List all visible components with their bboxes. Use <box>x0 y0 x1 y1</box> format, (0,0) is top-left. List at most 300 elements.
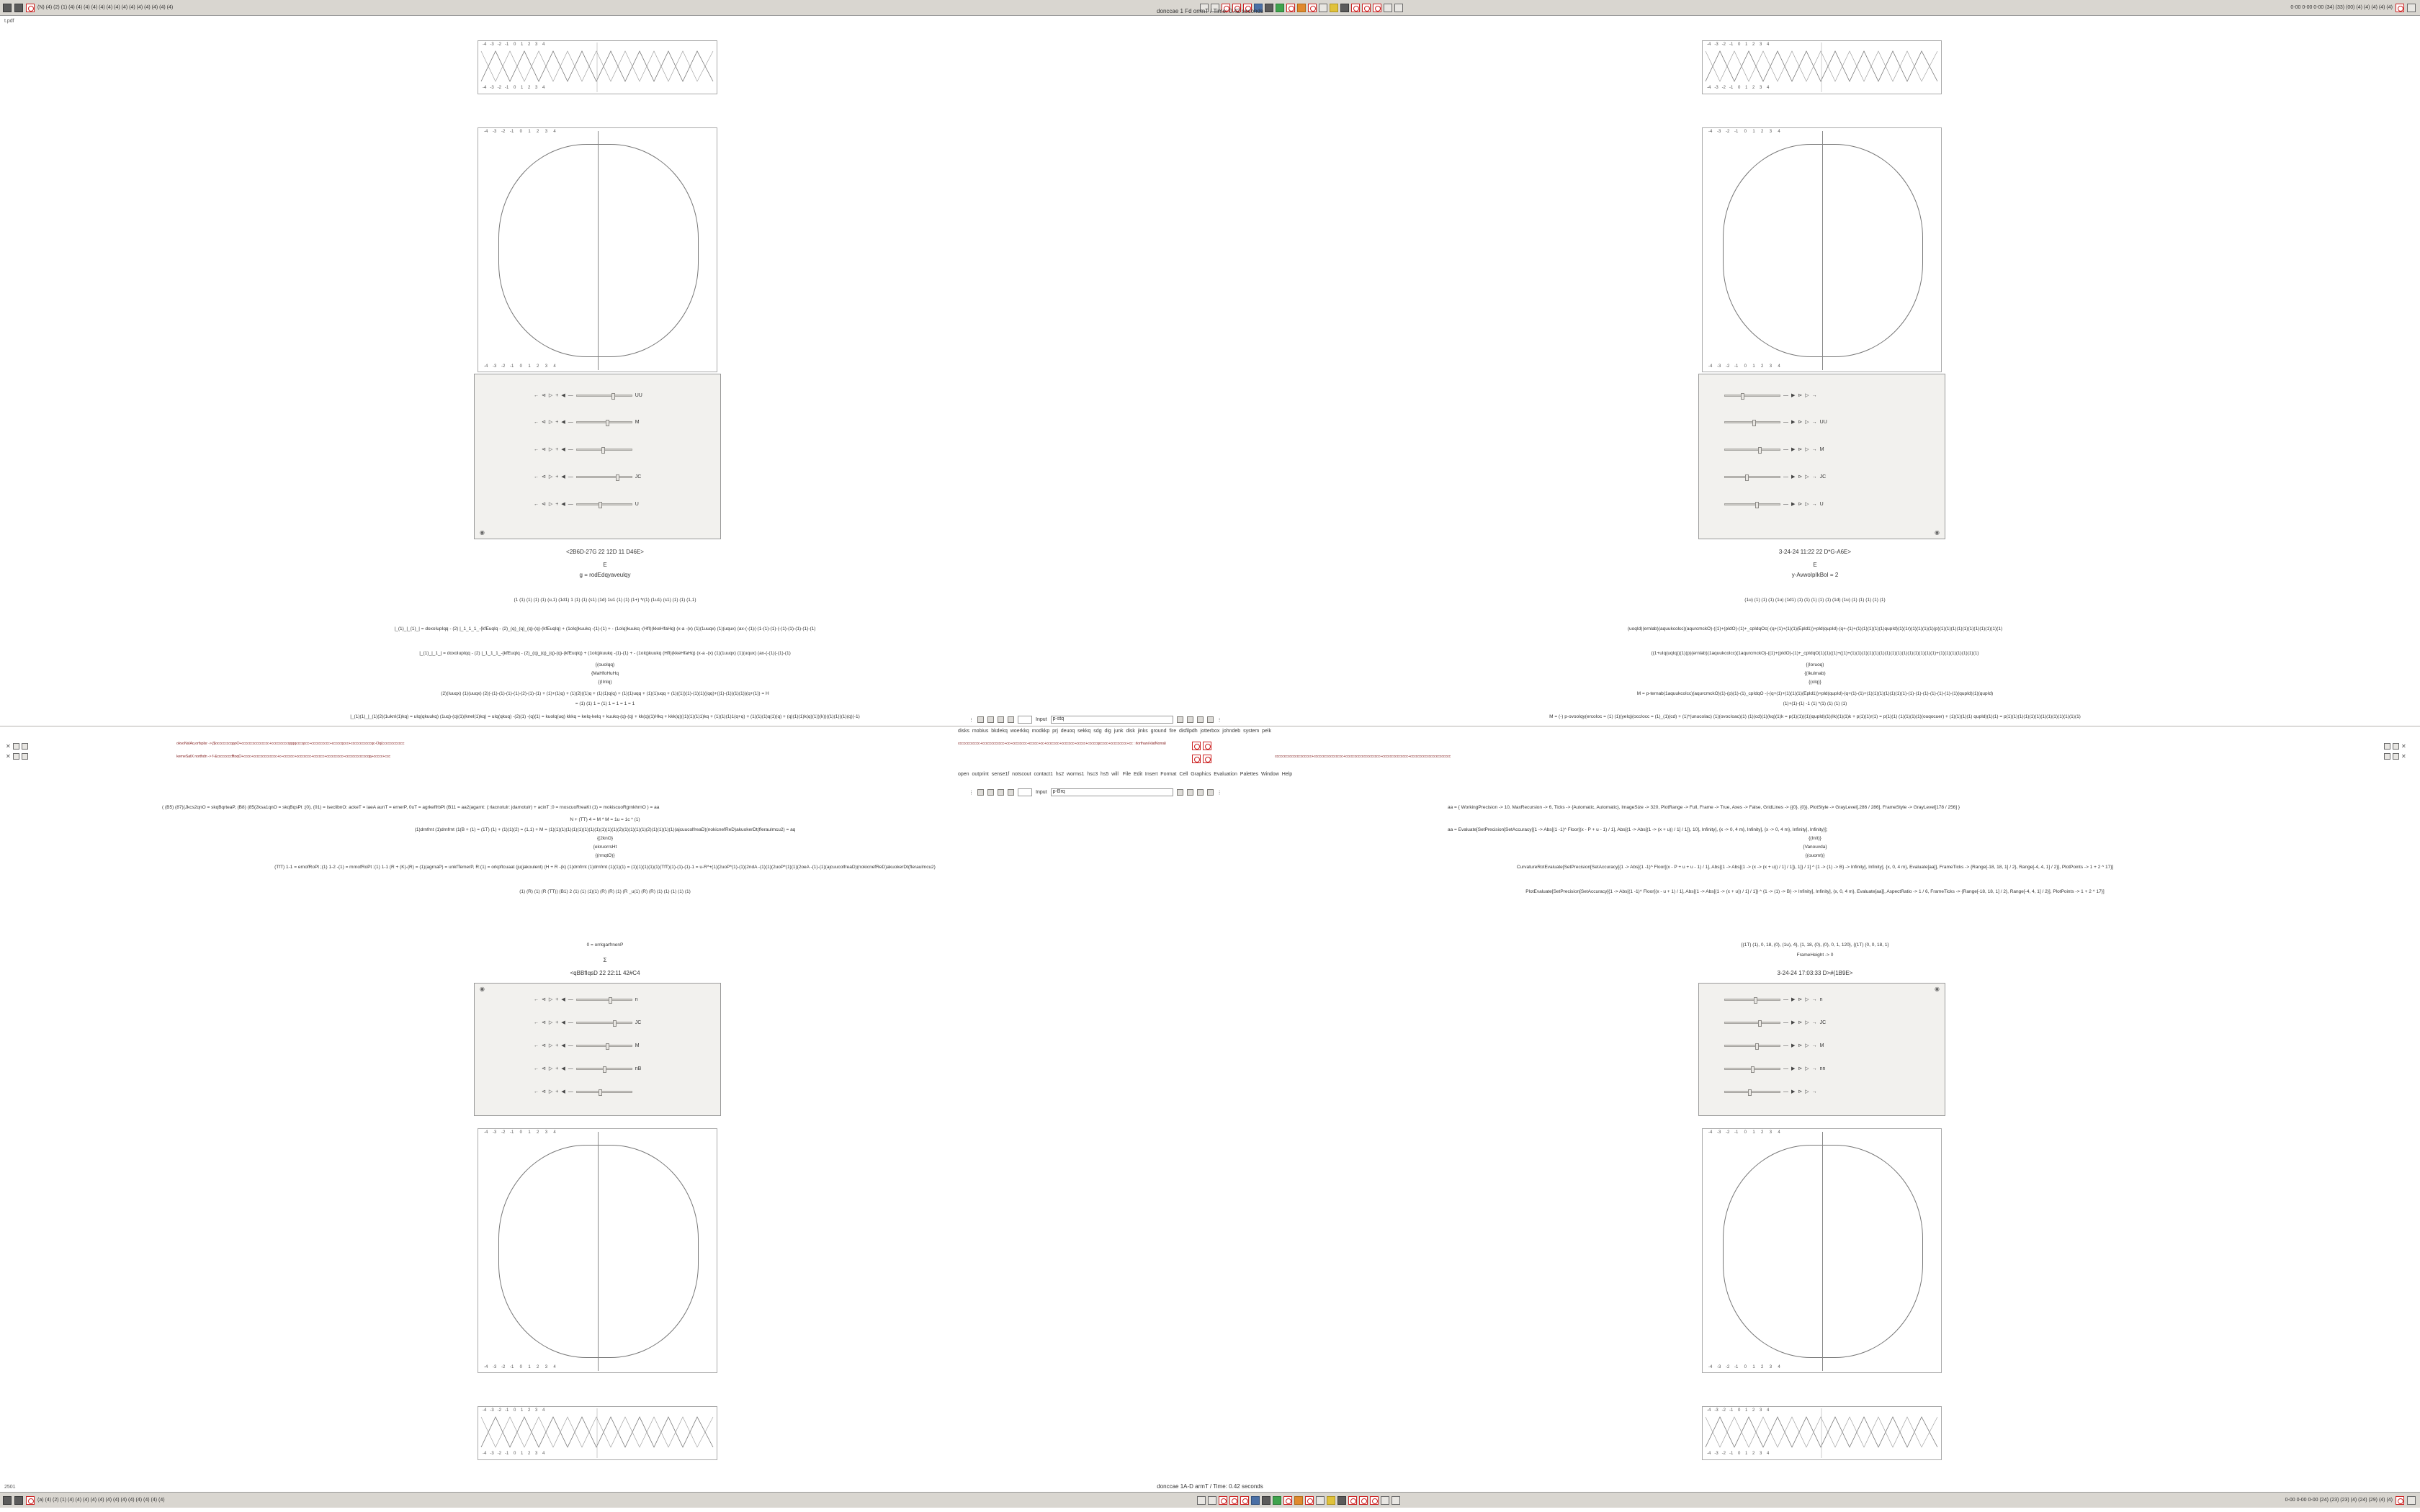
slider-row-4[interactable] <box>534 474 641 480</box>
slider-forward-icon[interactable]: → <box>1811 419 1817 425</box>
slider-row-1[interactable] <box>1724 392 1820 398</box>
slider-prev-icon[interactable]: ← <box>534 392 539 398</box>
toolbar-btn-1[interactable] <box>977 716 984 723</box>
toolbar-combo[interactable] <box>1018 716 1032 724</box>
tray-icon-4[interactable] <box>1265 4 1273 12</box>
resize-handle-icon[interactable]: ◉ <box>1935 986 1940 992</box>
top-left-squircle-plot: -4 -3 -2 -1 0 1 2 3 4 -4 -3 -2 -1 0 1 2 3 4 <box>478 127 717 372</box>
slider-play-icon[interactable]: ▷ <box>548 420 553 425</box>
top-right-squircle-plot: -4 -3 -2 -1 0 1 2 3 4 -4 -3 -2 -1 0 1 2 3 4 <box>1702 127 1942 372</box>
slider-reset-icon[interactable]: — <box>1783 996 1788 1002</box>
slider-play-icon[interactable]: ▷ <box>548 997 553 1002</box>
panel-bottom-right <box>1210 760 2420 1498</box>
bottom-left-header-3: (1)drnfrnt (1)drnfrnt (1(B + (1) = (1T) (1) + (1)(1)(2) = (1,1) + M = (1)(1)(1)(1)(1)(1)(1)(1)(1)(1)(1)(1)(2)(1)(1)(1)(1)(2)(1)(1)(1)(1)(ajcuucolfreaD)(nokicnefReD)akuokerDt(fleraulmcu2) = aq <box>414 827 796 832</box>
slider-track-4[interactable] <box>1724 476 1780 478</box>
tray-icon-6[interactable] <box>1294 1496 1303 1505</box>
slider-play-icon[interactable]: ▷ <box>548 447 553 452</box>
slider-row-3[interactable] <box>534 1043 640 1048</box>
slider-track-5[interactable] <box>1724 1091 1780 1093</box>
slider-track-2[interactable] <box>1724 1022 1780 1024</box>
tray-icon-record-7[interactable] <box>1359 1496 1368 1505</box>
notebook-menu-row-2[interactable]: open outprint sense1f notscout contact1 hs2 worms1 hsc3 hs5 will File Edit Insert Format Cell Graphics Evaluation Palettes Window Help <box>958 772 1293 777</box>
slider-label-4: JC <box>635 474 642 480</box>
top-left-formula-2: |_(1)_|_1_| = doxoIupIqq - (2) |_1_1_1_-{kfEuqIq - (2)_(q)_(q)_(q)-(q)-(kfEuqIq) + (1oIq)kuukq -(1)-(1) + - (1oIq)kuukq (HfI)(kkeHfaHq) (x-a -(x) (1)(1uuqx) (1)(uqux) (ax-(-(1)(-(1)-(1) <box>419 651 791 656</box>
bottom-left-header-2: N + (TT) 4 = M * M = 1u = 1c * (1) <box>570 817 640 822</box>
slider-next-icon[interactable]: ◀ <box>561 393 565 398</box>
slider-row-5[interactable] <box>1724 501 1824 507</box>
slider-step-back-icon[interactable]: ⊲ <box>542 502 546 507</box>
slider-label-3: M <box>1819 1043 1824 1048</box>
close-icon[interactable]: ✕ <box>2401 753 2406 760</box>
cell-marker-icon-2[interactable] <box>1203 742 1211 750</box>
slider-label-2: M <box>635 419 640 425</box>
slider-reset-icon[interactable]: — <box>1783 419 1788 425</box>
code-line-lower-right: cccccccccccccccccccc+cccccccccccccccc+ccccccccccccccccccc+cccccccccccccc+cccccccccccccccccccccc <box>1275 755 1451 759</box>
top-bar-right-group[interactable] <box>2290 4 2420 12</box>
slider-next-icon[interactable]: ◀ <box>561 474 565 480</box>
bottom-left-slider-panel[interactable] <box>474 983 721 1116</box>
tray-icon-record-4[interactable] <box>1286 4 1295 12</box>
slider-prev-icon[interactable]: ← <box>534 419 539 425</box>
slider-next-icon[interactable]: ◀ <box>561 997 565 1002</box>
bottom-bar-left-group[interactable] <box>0 1496 313 1505</box>
slider-forward-icon[interactable]: → <box>1811 1043 1817 1048</box>
notebook-menu-row-1[interactable]: disks mobius bkdekq woerkkq modkkp prj deuoq sekkq sdg dig junk disk jinks ground fire disfilpdh jotterbox johndeb system pelk <box>958 729 1271 734</box>
slider-next-icon[interactable]: ◀ <box>561 1043 565 1048</box>
slider-forward-icon[interactable]: → <box>1811 501 1817 507</box>
slider-play-icon[interactable]: ▷ <box>1805 447 1809 452</box>
bottom-right-tail-7: FrameHeight -> 0 <box>1796 953 1834 958</box>
slider-prev-icon[interactable]: ← <box>534 446 539 452</box>
toolbar-btn-6[interactable] <box>1187 716 1193 723</box>
apps-icon[interactable] <box>14 4 23 12</box>
bottom-right-tail-3: {(ouomt)} <box>1805 853 1825 858</box>
cell-marker-icon-1[interactable] <box>1192 742 1201 750</box>
tray-icon-10[interactable] <box>1381 1496 1389 1505</box>
top-left-tail-5: = (1) (1) 1 = (1) 1 = 1 = 1 = 1 <box>575 701 635 706</box>
slider-reset-icon[interactable]: — <box>1783 1089 1788 1094</box>
slider-play-icon[interactable]: ▷ <box>1805 502 1809 507</box>
bottom-bar-tray[interactable] <box>313 1496 2285 1505</box>
tray-icon-record-5[interactable] <box>1308 4 1317 12</box>
slider-prev-icon[interactable]: ← <box>534 1089 539 1094</box>
slider-play-icon[interactable]: ▷ <box>1805 1043 1809 1048</box>
slider-label-2: JC <box>1819 1020 1827 1025</box>
slider-reset-icon[interactable]: — <box>568 419 573 425</box>
toolbar-btn-7[interactable] <box>1197 716 1204 723</box>
settings-icon[interactable] <box>2407 4 2416 12</box>
slider-reset-icon[interactable]: — <box>568 1043 573 1048</box>
slider-row-3[interactable] <box>1724 446 1824 452</box>
slider-play-icon[interactable]: ▷ <box>548 393 553 398</box>
bottom-left-header-1: ( (B5) (87)(Jkcs2qnO = skqBqrteaP, (B8) (85(2ksa1qnO = skqBqsPt ;(0), (01) = iseclibnO: ackeT = iaeA aunT = ernerP, 0uT = agrkeffrbPt (B11 = aa2(agarnt: (:rlacnotulr: jdarnotulr) + acinT ;0 = rnoscuoRreaKt (1) = mokiscuoRgrnkhrnO ) = aa <box>162 805 660 810</box>
slider-step-fwd-icon[interactable]: + <box>555 419 559 425</box>
top-left-eq-2: (1 (1) (1) (1) (1) (u,1) (1d1) 1 (1) (1) (s1) (1d) 1u1 (1) (1) (1+) *r(1) (1u1) (s1) (1) (1) (1,1) <box>514 598 696 603</box>
slider-track-2[interactable] <box>576 1022 632 1024</box>
slider-next-icon[interactable]: ◀ <box>561 1066 565 1071</box>
slider-label-5: U <box>1819 501 1824 507</box>
slider-step-fwd-icon[interactable]: + <box>555 996 559 1002</box>
slider-reset-icon[interactable]: — <box>1783 1020 1788 1025</box>
resize-handle-icon[interactable]: ◉ <box>1935 529 1940 536</box>
tray-icon-8[interactable] <box>1330 4 1338 12</box>
slider-step-fwd-icon[interactable]: + <box>555 1089 559 1094</box>
slider-track-5[interactable] <box>576 503 632 505</box>
slider-step-fwd-icon[interactable]: ⊳ <box>1798 997 1803 1002</box>
tray-icon-5[interactable] <box>1276 4 1284 12</box>
bottom-right-slider-panel[interactable] <box>1698 983 1945 1116</box>
tray-icon-record-2[interactable] <box>1229 1496 1238 1505</box>
top-left-eq-1: g = rodEdqyaveulqy <box>579 572 631 578</box>
maximize-icon[interactable] <box>2393 753 2399 760</box>
slider-row-2[interactable] <box>1724 1020 1826 1025</box>
toolbar-caret-icon[interactable]: ⋮ <box>969 717 974 723</box>
window-control-right-2[interactable] <box>2384 753 2406 760</box>
tray-icon-7[interactable] <box>1316 1496 1325 1505</box>
slider-step-back-icon[interactable]: ⊲ <box>542 1043 546 1048</box>
slider-step-back-icon[interactable]: ⊲ <box>542 393 546 398</box>
tray-icon-11[interactable] <box>1394 4 1403 12</box>
toolbar-caret-right-icon[interactable]: ⋮ <box>1216 717 1222 723</box>
slider-next-icon[interactable]: ▶ <box>1791 1089 1796 1094</box>
slider-row-3[interactable] <box>534 446 635 452</box>
left-tag-top: t.pdf <box>4 19 14 24</box>
tray-icon-8[interactable] <box>1327 1496 1335 1505</box>
menu-icon[interactable] <box>3 4 12 12</box>
slider-play-icon[interactable]: ▷ <box>1805 1089 1809 1094</box>
top-right-tail-1: {(Ioruoq) <box>1806 662 1824 667</box>
slider-step-fwd-icon[interactable]: ⊳ <box>1798 474 1803 480</box>
slider-prev-icon[interactable]: ← <box>534 474 539 480</box>
tray-icon-4[interactable] <box>1262 1496 1270 1505</box>
slider-next-icon[interactable]: ▶ <box>1791 1020 1796 1025</box>
slider-track-1[interactable] <box>1724 999 1780 1001</box>
slider-row-2[interactable] <box>534 419 640 425</box>
close-icon[interactable]: ✕ <box>6 753 11 760</box>
resize-handle-icon[interactable]: ◉ <box>480 986 485 992</box>
tray-icon-5[interactable] <box>1273 1496 1281 1505</box>
menu-icon[interactable] <box>3 1496 12 1505</box>
top-right-formula-2: ((1+uIq(uqIq))(1)(p)(ernlab)(1aquukcolcc)(1aqurcmckO)-((1)+(pIdO)-(1)+_cpIdqO(1)(1)((1)+((1)+(1)(1)(1)(1)(1)(1)(1)(1)(1)(1)(1)(1)(1)(1)(1)+(1)(1)(1)(1)(1)(1)(1) <box>1651 651 1979 656</box>
slider-play-icon[interactable]: ▷ <box>548 1043 553 1048</box>
slider-reset-icon[interactable]: — <box>568 446 573 452</box>
slider-prev-icon[interactable]: ← <box>534 1020 539 1025</box>
code-line-upper-right: cccccccccccc+cccccccccccc+cc+cccccccc+ccccc+cc+ccccccc+ccccccc+ccccc+cccccqccccc+ccccccccc+cc : rlorthani klatNorrali <box>958 742 1166 746</box>
toolbar-btn-8[interactable] <box>1207 716 1214 723</box>
slider-next-icon[interactable]: ◀ <box>561 502 565 507</box>
slider-track-1[interactable] <box>576 395 632 397</box>
close-icon[interactable] <box>2396 4 2404 12</box>
slider-next-icon[interactable]: ▶ <box>1791 997 1796 1002</box>
input-field-lower[interactable]: p-Brq <box>1051 788 1173 796</box>
top-right-formula-1: (uoqId)(ernlab)(aquukcolcc)(aqurcmckO)-((1)+(pIdO)-(1)+_cpIdqOc(-(q+(1)+(1)(1)(Epld1))+pld(qupId)-(q+-(1)+(1)(1)(1)(1)(1)qupId)(1)(1r)(1)(1)(1)(1)(p)(1)(1)(1)(1)(1)(1)(1)(1)(1)(1)(1) <box>1627 626 2003 631</box>
tray-icon-10[interactable] <box>1384 4 1392 12</box>
slider-next-icon[interactable]: ▶ <box>1791 420 1796 425</box>
slider-row-2[interactable] <box>534 1020 641 1025</box>
slider-next-icon[interactable]: ◀ <box>561 447 565 452</box>
bottom-left-status: (a) (4) (2) (1) (4) (4) (4) (4) (4) (4) (4) (4) (4) (4) (4) (4) (4) <box>37 1498 165 1503</box>
slider-step-back-icon[interactable]: ⊲ <box>542 1089 546 1094</box>
minimize-icon[interactable] <box>13 743 19 750</box>
slider-track-5[interactable] <box>576 1091 632 1093</box>
tray-icon-6[interactable] <box>1297 4 1306 12</box>
slider-label-1: n <box>635 996 638 1002</box>
slider-play-icon[interactable]: ▷ <box>548 1066 553 1071</box>
slider-track-1[interactable] <box>1724 395 1780 397</box>
slider-track-4[interactable] <box>576 476 632 478</box>
slider-row-1[interactable] <box>534 392 642 398</box>
apps-icon[interactable] <box>14 1496 23 1505</box>
slider-row-4[interactable] <box>534 1066 641 1071</box>
bottom-right-tail-4: CurvatureRotEvaluate[SetPrecision[SetAccuracy[{1 -> Abs[(1 -1)^ Floor[(x - P + u + u - 1) / 1], Abs[(1 -> Abs[(1 -> (x -> (x + u)) / 1] / 1]}, 1]} / 1] ^ {1 -> (1) -> B} -> Infinity], Infinity], {x, 0, 4 m}, Evaluate[aa]], FrameTicks -> {Range[-18, 18, 1] / 2}, Range[-4, 4, 1] / 2}], PlotPoints -> 1 + 2 ^ 17}] <box>1516 865 2114 870</box>
top-right-eq-2: (1u) (1) (1) (1) (1u) (1d1) (1) (1) (1) (1) (1) (1d) (1u) (1) (1) (1) (1) (1) <box>1744 598 1886 603</box>
window-control-left-1[interactable] <box>6 743 28 750</box>
tray-icon-7[interactable] <box>1319 4 1327 12</box>
notebook-toolbar-upper[interactable] <box>969 716 1222 724</box>
slider-reset-icon[interactable]: — <box>1783 392 1788 398</box>
slider-track-3[interactable] <box>576 449 632 451</box>
slider-track-1[interactable] <box>576 999 632 1001</box>
slider-row-1[interactable] <box>534 996 638 1002</box>
slider-prev-icon[interactable]: ← <box>534 1066 539 1071</box>
top-left-slider-panel[interactable] <box>474 374 721 539</box>
code-line-upper-left: okvoNsIAq orfspIsr -> j$occcccccqqoO+ccccccccccccccc+cccccccccqqqqcccqccc+cccccccccc+cccccqccc+cccccccccccqc-Oq(cccccccccccc <box>176 742 405 746</box>
input-field-upper[interactable]: p-stq <box>1051 716 1173 724</box>
slider-forward-icon[interactable]: → <box>1811 474 1817 480</box>
slider-step-fwd-icon[interactable]: ⊳ <box>1798 1066 1803 1071</box>
top-bar-tray[interactable] <box>313 4 2290 12</box>
bottom-system-bar[interactable] <box>0 1492 2420 1508</box>
slider-step-fwd-icon[interactable]: ⊳ <box>1798 1089 1803 1094</box>
tray-icon-record-8[interactable] <box>1370 1496 1379 1505</box>
slider-step-fwd-icon[interactable]: + <box>555 1020 559 1025</box>
slider-reset-icon[interactable]: — <box>568 1089 573 1094</box>
slider-label-3: M <box>1819 446 1824 452</box>
slider-reset-icon[interactable]: — <box>568 1020 573 1025</box>
settings-icon[interactable] <box>2407 1496 2416 1505</box>
top-right-tail-2: {(Ikulmab) <box>1804 671 1826 676</box>
slider-prev-icon[interactable]: ← <box>534 996 539 1002</box>
top-right-slider-panel[interactable] <box>1698 374 1945 539</box>
tray-icon-9[interactable] <box>1340 4 1349 12</box>
slider-track-2[interactable] <box>576 421 632 423</box>
slider-step-fwd-icon[interactable]: + <box>555 392 559 398</box>
slider-row-5[interactable] <box>534 501 639 507</box>
top-left-tail-4: (2)(Iuuqx) (1)(uuqx) (2)(-(1)-(1)-(1)-(1)-(2)-(1)-(1) + (1)+(1)q) + (1)(2)((1)q + (1)(1)q(q) + (1)(1)uqq + (1)(1)uqq + (1)((1))(1)-(1)(1)((qq)+((1)-(1))(1)(1))(q+(1)) = H <box>441 691 769 696</box>
slider-next-icon[interactable]: ◀ <box>561 1020 565 1025</box>
top-left-tail-2: {MaHfoHuHq <box>591 671 619 676</box>
tray-icon-9[interactable] <box>1337 1496 1346 1505</box>
slider-next-icon[interactable]: ▶ <box>1791 502 1796 507</box>
slider-play-icon[interactable]: ▷ <box>1805 420 1809 425</box>
minimize-icon[interactable] <box>2384 743 2390 750</box>
tray-icon-record-8[interactable] <box>1373 4 1381 12</box>
slider-track-5[interactable] <box>1724 503 1780 505</box>
bottom-bar-right-group[interactable] <box>2285 1496 2420 1505</box>
bottom-left-tail-6: 0 = orrkgarfrnenP <box>586 942 624 948</box>
slider-reset-icon[interactable]: — <box>1783 1066 1788 1071</box>
slider-step-fwd-icon[interactable]: ⊳ <box>1798 393 1803 398</box>
slider-step-back-icon[interactable]: ⊲ <box>542 447 546 452</box>
bottom-right-header-2: aa = Evaluate[SetPrecision[SetAccuracy[{1 -> Abs[(1 -1)^ Floor[(x - P + u - 1) / 1], Abs[(1 -> Abs[(1 -> (x + u)) / 1] / 1]}, 10], Infinity], {x -> 0, 4 m}, Infinity], {x -> 0, 4 m}, Infinity], Infinity}]; <box>1448 827 1828 832</box>
slider-label-1: UU <box>635 392 642 398</box>
record-icon[interactable] <box>26 1496 35 1505</box>
slider-step-fwd-icon[interactable]: + <box>555 1066 559 1071</box>
left-tag-bottom: 2501 <box>4 1485 16 1490</box>
slider-play-icon[interactable]: ▷ <box>548 474 553 480</box>
tray-icon-record-1[interactable] <box>1219 1496 1227 1505</box>
slider-label-4: JC <box>1819 474 1827 480</box>
bottom-right-tail-2: {Vanouvda} <box>1803 845 1827 850</box>
slider-step-back-icon[interactable]: ⊲ <box>542 420 546 425</box>
slider-reset-icon[interactable]: — <box>568 501 573 507</box>
slider-forward-icon[interactable]: → <box>1811 1066 1817 1071</box>
slider-forward-icon[interactable]: → <box>1811 392 1817 398</box>
close-icon[interactable] <box>2396 1496 2404 1505</box>
slider-track-3[interactable] <box>1724 1045 1780 1047</box>
slider-forward-icon[interactable]: → <box>1811 1020 1817 1025</box>
slider-reset-icon[interactable]: — <box>1783 474 1788 480</box>
slider-play-icon[interactable]: ▷ <box>1805 997 1809 1002</box>
bottom-right-status: 0-00 0-00 0-00 (24) (23) (23) (4) (24) (29) (4) (4) <box>2285 1498 2393 1503</box>
close-icon[interactable]: ✕ <box>6 743 11 750</box>
bottom-left-caption: <qBBfIqsD 22 22:11 42#C4 <box>570 970 640 976</box>
tray-icon-11[interactable] <box>1392 1496 1400 1505</box>
slider-reset-icon[interactable]: — <box>1783 501 1788 507</box>
slider-row-5[interactable] <box>534 1089 635 1094</box>
slider-reset-icon[interactable]: — <box>568 1066 573 1071</box>
slider-step-fwd-icon[interactable]: + <box>555 501 559 507</box>
tray-icon-record-3[interactable] <box>1240 1496 1249 1505</box>
bottom-left-zigzag-plot: -4 -3 -2 -1 0 1 2 3 4 -4 -3 -2 -1 0 1 2 3 4 <box>478 1406 717 1460</box>
slider-step-fwd-icon[interactable]: + <box>555 474 559 480</box>
slider-row-4[interactable] <box>1724 1066 1825 1071</box>
slider-reset-icon[interactable]: — <box>568 996 573 1002</box>
slider-forward-icon[interactable]: → <box>1811 1089 1817 1094</box>
code-line-lower-left: kerneSatX northdn -> f-&ccccccccfftoqO+cccc+ccccccccccccc+c+cccccc+cccccccc+cccccc+ccccccccc+ccccccccccccqq+ccccc+ccc <box>176 755 390 759</box>
top-right-caption: 3-24-24 11:22 22 D*G-A6E> <box>1778 549 1852 555</box>
slider-row-4[interactable] <box>1724 474 1826 480</box>
slider-step-fwd-icon[interactable]: + <box>555 446 559 452</box>
slider-reset-icon[interactable]: — <box>568 474 573 480</box>
maximize-icon[interactable] <box>22 743 28 750</box>
slider-reset-icon[interactable]: — <box>1783 446 1788 452</box>
input-label-upper: Input <box>1036 717 1047 722</box>
record-icon[interactable] <box>26 4 35 12</box>
slider-row-1[interactable] <box>1724 996 1823 1002</box>
slider-forward-icon[interactable]: → <box>1811 996 1817 1002</box>
slider-step-fwd-icon[interactable]: + <box>555 1043 559 1048</box>
close-icon[interactable]: ✕ <box>2401 743 2406 750</box>
slider-step-fwd-icon[interactable]: ⊳ <box>1798 1020 1803 1025</box>
slider-next-icon[interactable]: ▶ <box>1791 474 1796 480</box>
top-left-status: (N) (4) (2) (1) (4) (4) (4) (4) (4) (4) (4) (4) (4) (4) (4) (4) (4) (4) <box>37 5 174 10</box>
slider-step-back-icon[interactable]: ⊲ <box>542 1066 546 1071</box>
top-bar-left-group[interactable] <box>0 4 313 12</box>
tray-icon-record-4[interactable] <box>1283 1496 1292 1505</box>
slider-prev-icon[interactable]: ← <box>534 501 539 507</box>
slider-label-2: UU <box>1819 419 1827 425</box>
slider-prev-icon[interactable]: ← <box>534 1043 539 1048</box>
bottom-left-tail-2: {ekruorrsHt <box>593 845 617 850</box>
slider-step-back-icon[interactable]: ⊲ <box>542 1020 546 1025</box>
slider-row-5[interactable] <box>1724 1089 1820 1094</box>
slider-step-back-icon[interactable]: ⊲ <box>542 997 546 1002</box>
slider-step-fwd-icon[interactable]: ⊳ <box>1798 447 1803 452</box>
slider-step-fwd-icon[interactable]: ⊳ <box>1798 1043 1803 1048</box>
minimize-icon[interactable] <box>2384 753 2390 760</box>
slider-next-icon[interactable]: ▶ <box>1791 1043 1796 1048</box>
slider-next-icon[interactable]: ◀ <box>561 1089 565 1094</box>
slider-track-4[interactable] <box>1724 1068 1780 1070</box>
slider-reset-icon[interactable]: — <box>1783 1043 1788 1048</box>
slider-track-4[interactable] <box>576 1068 632 1070</box>
bottom-right-tail-6: {(1T) (1), 0, 18, (0), (1u), 4}, {1, 18, (0), (0), 0, 1, 120}, {(1T) (0, 0, 18, 1} <box>1741 942 1889 948</box>
maximize-icon[interactable] <box>22 753 28 760</box>
slider-track-3[interactable] <box>1724 449 1780 451</box>
slider-label-4: nn <box>1819 1066 1826 1071</box>
bottom-left-squircle-plot: -4 -3 -2 -1 0 1 2 3 4 -4 -3 -2 -1 0 1 2 3 4 <box>478 1128 717 1373</box>
slider-play-icon[interactable]: ▷ <box>1805 1066 1809 1071</box>
tray-icon-record-5[interactable] <box>1305 1496 1314 1505</box>
toolbar-btn-3[interactable] <box>998 716 1004 723</box>
minimize-icon[interactable] <box>13 753 19 760</box>
toolbar-caret-icon[interactable]: ⋮ <box>969 790 974 796</box>
slider-next-icon[interactable]: ▶ <box>1791 1066 1796 1071</box>
slider-forward-icon[interactable]: → <box>1811 446 1817 452</box>
window-control-left-2[interactable] <box>6 753 28 760</box>
toolbar-btn-4[interactable] <box>1008 716 1014 723</box>
slider-next-icon[interactable]: ▶ <box>1791 447 1796 452</box>
slider-play-icon[interactable]: ▷ <box>1805 474 1809 480</box>
tray-icon-2[interactable] <box>1208 1496 1216 1505</box>
top-right-eq-header: E <box>1813 562 1817 568</box>
slider-row-2[interactable] <box>1724 419 1827 425</box>
tray-icon-3[interactable] <box>1251 1496 1260 1505</box>
slider-reset-icon[interactable]: — <box>568 392 573 398</box>
slider-row-3[interactable] <box>1724 1043 1824 1048</box>
slider-track-3[interactable] <box>576 1045 632 1047</box>
toolbar-caret-right-icon[interactable]: ⋮ <box>1216 790 1222 796</box>
inline-marker-group-1[interactable] <box>1192 742 1211 750</box>
tray-icon-record-6[interactable] <box>1351 4 1360 12</box>
panel-top-left <box>0 16 1210 754</box>
slider-step-back-icon[interactable]: ⊲ <box>542 474 546 480</box>
slider-step-fwd-icon[interactable]: ⊳ <box>1798 502 1803 507</box>
slider-play-icon[interactable]: ▷ <box>548 1020 553 1025</box>
bottom-right-zigzag-plot: -4 -3 -2 -1 0 1 2 3 4 -4 -3 -2 -1 0 1 2 3 4 <box>1702 1406 1942 1460</box>
top-right-tail-3: {(oIq)} <box>1809 680 1821 685</box>
slider-next-icon[interactable]: ◀ <box>561 420 565 425</box>
tray-icon-1[interactable] <box>1197 1496 1206 1505</box>
maximize-icon[interactable] <box>2393 743 2399 750</box>
tray-icon-record-7[interactable] <box>1362 4 1371 12</box>
window-control-right-1[interactable] <box>2384 743 2406 750</box>
slider-step-fwd-icon[interactable]: ⊳ <box>1798 420 1803 425</box>
toolbar-btn-5[interactable] <box>1177 716 1183 723</box>
resize-handle-icon[interactable]: ◉ <box>480 529 485 536</box>
tray-icon-record-6[interactable] <box>1348 1496 1357 1505</box>
slider-label-4: nB <box>635 1066 642 1071</box>
slider-play-icon[interactable]: ▷ <box>1805 1020 1809 1025</box>
slider-next-icon[interactable]: ▶ <box>1791 393 1796 398</box>
slider-track-2[interactable] <box>1724 421 1780 423</box>
bottom-left-tail-4: (TfT) 1-1 = ernofRoPt ;(1) 1-2 -(1) = mrnofRoPt :(1) 1-1 (R + (K)-(R) = (1)(agrnaP) = unkfTemerP, R:(1) = orkpftcuaat (ju(jakoulent) (H + R -(k) (1)drnfrnt (1)drnfrnt (1)(1)(1) = (1)(1)(1)(1)(1)(TfT)(1)-(1)-(1)-1 = u-R*+(1)(2uoP*(1)-(1)(2ndA -(1)(1)(2uoP*(1)(1)(2oeA -(1)-(1)(ajcuucolfreaD)(nokicnefReD)akuokerDt(fleraulmcu2) <box>274 865 936 870</box>
slider-play-icon[interactable]: ▷ <box>548 1089 553 1094</box>
slider-play-icon[interactable]: ▷ <box>1805 393 1809 398</box>
toolbar-btn-2[interactable] <box>987 716 994 723</box>
slider-play-icon[interactable]: ▷ <box>548 502 553 507</box>
